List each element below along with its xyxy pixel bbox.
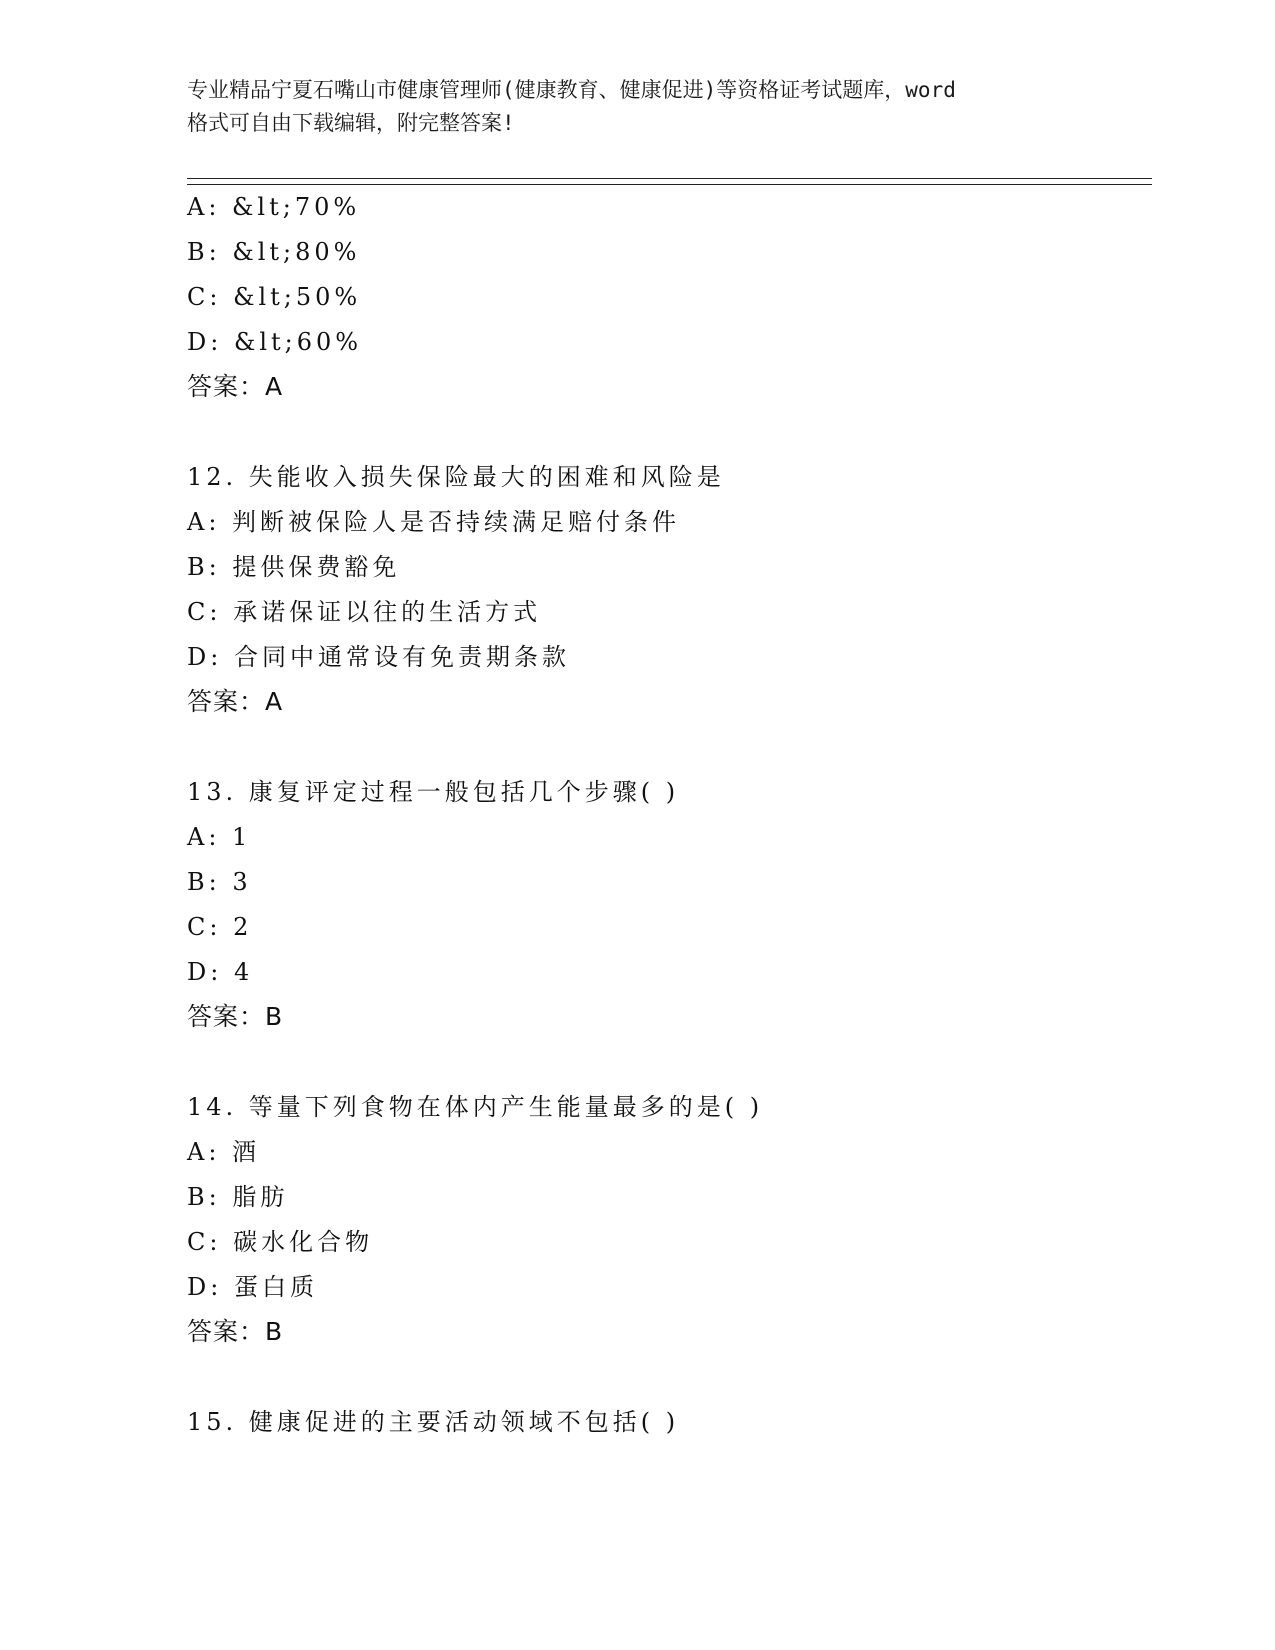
header-line-1: 专业精品宁夏石嘴山市健康管理师(健康教育、健康促进)等资格证考试题库，word: [187, 78, 956, 102]
q14-answer: 答案：B: [187, 1317, 284, 1346]
q12-option-c: C: 承诺保证以往的生活方式: [187, 598, 542, 626]
q14-question: 14. 等量下列食物在体内产生能量最多的是( ): [187, 1093, 764, 1121]
header-divider-top: [187, 178, 1152, 179]
q11-answer: 答案：A: [187, 372, 284, 401]
q14-option-d: D: 蛋白质: [187, 1273, 318, 1301]
q13-option-c: C: 2: [187, 913, 253, 941]
q15-question: 15. 健康促进的主要活动领域不包括( ): [187, 1408, 680, 1436]
q12-question: 12. 失能收入损失保险最大的困难和风险是: [187, 463, 725, 491]
q12-answer: 答案：A: [187, 687, 284, 716]
header-divider-bottom: [187, 184, 1152, 185]
q13-question: 13. 康复评定过程一般包括几个步骤( ): [187, 778, 680, 806]
q13-option-b: B: 3: [187, 868, 252, 896]
document-header: [187, 74, 1087, 140]
q13-option-d: D: 4: [187, 958, 254, 986]
q13-option-a: A: 1: [187, 823, 252, 851]
q11-option-a: A: &lt;70%: [187, 193, 361, 221]
q12-option-a: A: 判断被保险人是否持续满足赔付条件: [187, 508, 681, 536]
q14-option-a: A: 酒: [187, 1138, 261, 1166]
q11-option-b: B: &lt;80%: [187, 238, 361, 266]
q11-option-d: D: &lt;60%: [187, 328, 363, 356]
q14-option-c: C: 碳水化合物: [187, 1228, 374, 1256]
q11-option-c: C: &lt;50%: [187, 283, 362, 311]
q12-option-d: D: 合同中通常设有免责期条款: [187, 643, 570, 671]
q13-answer: 答案：B: [187, 1002, 284, 1031]
header-line-2: 格式可自由下载编辑，附完整答案!: [187, 111, 515, 135]
q14-option-b: B: 脂肪: [187, 1183, 289, 1211]
q12-option-b: B: 提供保费豁免: [187, 553, 401, 581]
